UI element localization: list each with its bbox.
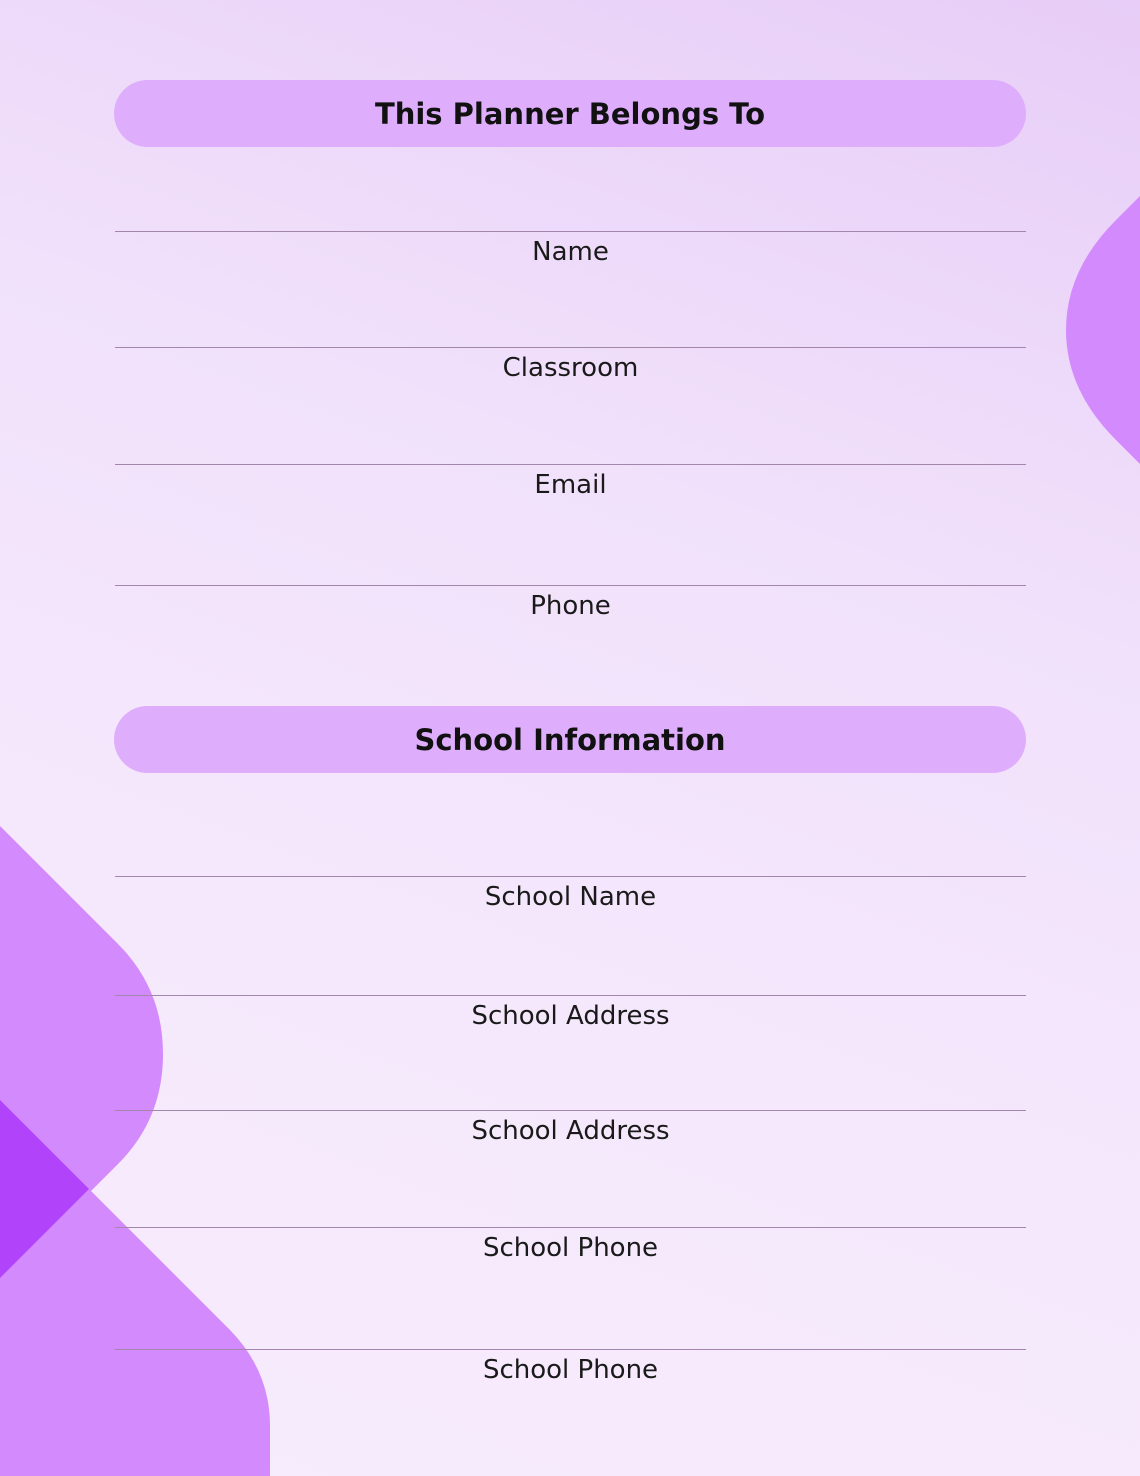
phone-line [115, 585, 1026, 586]
decorative-blob-right [1066, 196, 1140, 464]
email-field[interactable] [115, 464, 1026, 500]
school-name-label: School Name [484, 882, 657, 912]
school-address-line-2 [115, 1110, 1026, 1111]
phone-field[interactable] [115, 585, 1026, 621]
classroom-field[interactable] [115, 347, 1026, 383]
name-line [115, 231, 1026, 232]
classroom-label: Classroom [502, 353, 639, 383]
owner-section-title: This Planner Belongs To [374, 96, 766, 131]
school-phone-label-2: School Phone [482, 1355, 659, 1385]
classroom-line [115, 347, 1026, 348]
school-section-title: School Information [414, 722, 726, 757]
school-address-field-2[interactable] [115, 1110, 1026, 1146]
school-address-label-2: School Address [471, 1116, 670, 1146]
school-address-label: School Address [471, 1001, 670, 1031]
school-phone-label: School Phone [482, 1233, 659, 1263]
school-name-line [115, 876, 1026, 877]
school-address-field[interactable] [115, 995, 1026, 1031]
school-phone-line [115, 1227, 1026, 1228]
school-address-line [115, 995, 1026, 996]
school-phone-line-2 [115, 1349, 1026, 1350]
phone-label: Phone [530, 591, 611, 621]
owner-section-header [114, 80, 1026, 147]
email-label: Email [534, 470, 607, 500]
school-phone-field-2[interactable] [115, 1349, 1026, 1385]
name-field[interactable] [115, 231, 1026, 267]
name-label: Name [532, 237, 609, 267]
school-phone-field[interactable] [115, 1227, 1026, 1263]
email-line [115, 464, 1026, 465]
school-name-field[interactable] [115, 876, 1026, 912]
school-section-header [114, 706, 1026, 773]
